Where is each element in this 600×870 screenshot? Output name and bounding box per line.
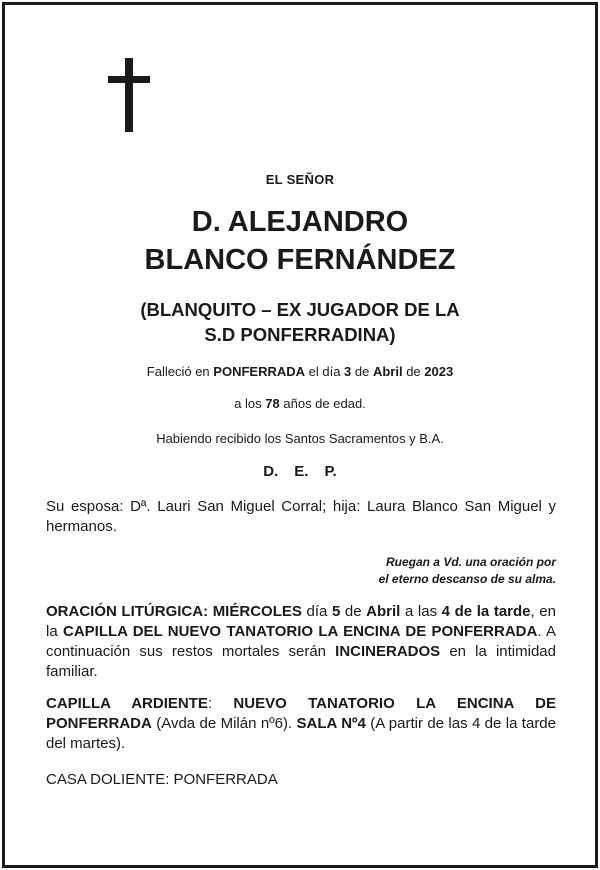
ceremony-title: ORACIÓN LITÚRGICA: MIÉRCOLES <box>46 603 302 620</box>
deceased-name <box>0 203 600 279</box>
death-info <box>0 364 600 379</box>
ceremony-part: día <box>301 603 332 620</box>
ceremony-location: CAPILLA DEL NUEVO TANATORIO LA ENCINA DE PONFERRADA <box>62 623 538 640</box>
ceremony-month: Abril <box>366 603 401 620</box>
ceremony-part: . A continuación sus restos mortales serán <box>46 623 556 660</box>
death-text: de <box>402 364 425 379</box>
prayer-request <box>296 554 556 588</box>
name-line-2: BLANCO FERNÁNDEZ <box>144 244 456 276</box>
alias-line-1: (BLANQUITO – EX JUGADOR DE LA <box>140 299 460 320</box>
chapel-text <box>46 694 556 754</box>
chapel-room: SALA Nº4 <box>296 715 366 732</box>
death-text: el día <box>305 364 345 379</box>
death-month: Abril <box>372 364 403 379</box>
death-day: 3 <box>344 364 352 379</box>
ceremony-part: de <box>340 603 367 620</box>
ceremony-text <box>46 602 556 682</box>
death-prefix: Falleció en <box>146 364 214 379</box>
chapel-part: (Avda de Milán nº6). <box>151 715 297 732</box>
ceremony-day: 5 <box>331 603 341 620</box>
age-value: 78 <box>265 396 280 411</box>
chapel-part: (A partir de las 4 de la tarde del martes). <box>46 715 556 752</box>
age-suffix: años de edad. <box>283 396 366 411</box>
ceremony-part: en la intimidad familiar. <box>46 643 556 680</box>
death-text: de <box>351 364 373 379</box>
family-text: Su esposa: Dª. Lauri San Miguel Corral; hija: Laura Blanco San Miguel y hermanos. <box>46 498 556 535</box>
house-place: : PONFERRADA <box>165 771 278 788</box>
alias <box>0 297 600 347</box>
death-place: PONFERRADA <box>213 364 306 379</box>
ceremony-time: 4 de la tarde <box>441 603 531 620</box>
chapel-part: : <box>207 695 234 712</box>
prayer-line-1: Ruegan a Vd. una oración por <box>385 555 556 569</box>
death-year: 2023 <box>424 364 454 379</box>
house-label: CASA DOLIENTE <box>46 771 166 788</box>
dep-letter: E. <box>294 463 309 480</box>
chapel-location: NUEVO TANATORIO LA ENCINA DE PONFERRADA <box>46 695 556 732</box>
name-line-1: D. ALEJANDRO <box>191 206 409 238</box>
dep-initials <box>0 463 600 480</box>
sacraments: Habiendo recibido los Santos Sacramentos y B.A. <box>156 431 444 446</box>
cross-icon <box>106 58 152 132</box>
chapel-title: CAPILLA ARDIENTE <box>46 695 208 712</box>
prayer-line-2: el eterno descanso de su alma. <box>378 572 556 586</box>
alias-line-2: S.D PONFERRADINA) <box>204 324 396 345</box>
age-info <box>0 396 600 411</box>
dep-letter: D. <box>263 463 279 480</box>
ceremony-part: a las <box>400 603 442 620</box>
dep-letter: P. <box>324 463 337 480</box>
ceremony-part: , en la <box>46 603 556 640</box>
ceremony-incinerated: INCINERADOS <box>335 643 441 660</box>
house-text <box>46 770 556 790</box>
age-prefix: a los <box>234 396 266 411</box>
lead-title: EL SEÑOR <box>265 172 335 187</box>
